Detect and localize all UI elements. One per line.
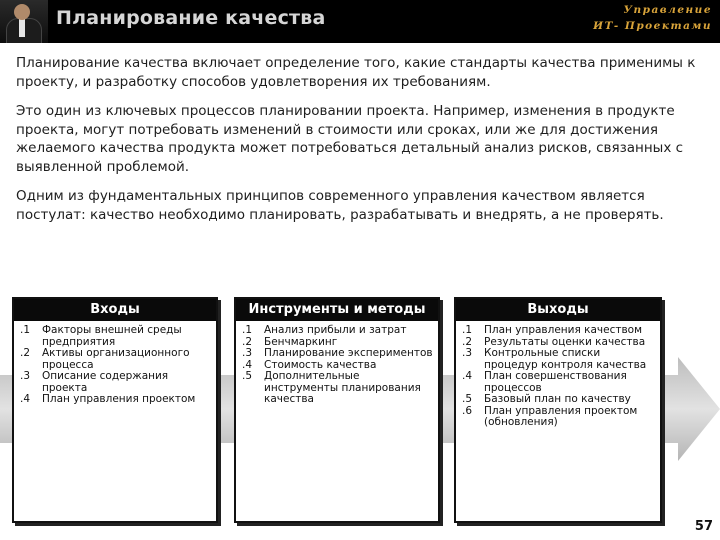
- item-number: .4: [462, 370, 473, 382]
- item-number: .1: [242, 324, 253, 336]
- item-text: План совершенствования процессов: [484, 370, 627, 394]
- item-number: .3: [242, 347, 253, 359]
- course-logo: [593, 2, 712, 34]
- item-text: Анализ прибыли и затрат: [264, 324, 407, 336]
- item-text: Базовый план по качеству: [484, 393, 631, 405]
- item-text: Факторы внешней среды предприятия: [42, 324, 182, 348]
- inputs-box: [12, 297, 218, 523]
- paragraph: Это один из ключевых процессов планировании проекта. Например, изменения в продукте проекта, могут потребовать изменений в стоимости или сроках, или же для достижения желаемого качества продукта может потребоваться детальный анализ рисков, связанных с выявленной проблемой.: [16, 103, 684, 175]
- paragraph: Одним из фундаментальных принципов современного управления качеством является постулат: качество необходимо планировать, разрабатывать и внедрять, а не проверять.: [16, 188, 664, 223]
- item-text: Бенчмаркинг: [264, 335, 338, 348]
- logo-line-1: Управление: [623, 4, 712, 16]
- body-text: [16, 54, 706, 235]
- paragraph: Планирование качества включает определение того, какие стандарты качества применимы к проекту, и разработку способов удовлетворения их требованиям.: [16, 55, 696, 90]
- item-text: Контрольные списки процедур контроля качества: [484, 347, 647, 371]
- presenter-photo: [0, 0, 48, 43]
- list-item: [20, 348, 212, 371]
- item-number: .3: [462, 347, 473, 359]
- list-item: [20, 325, 212, 348]
- item-text: Описание содержания проекта: [42, 370, 169, 394]
- item-text: Результаты оценки качества: [484, 335, 646, 348]
- list-item: [20, 394, 212, 406]
- logo-line-2: ИТ- Проектами: [593, 20, 712, 32]
- item-number: .2: [462, 335, 473, 348]
- item-number: .4: [242, 358, 253, 371]
- item-text: Дополнительные инструменты планирования качества: [264, 370, 421, 405]
- tools-box: [234, 297, 440, 523]
- item-number: .4: [20, 393, 31, 405]
- list-item: [462, 371, 656, 394]
- list-item: [20, 371, 212, 394]
- item-number: .2: [242, 335, 253, 348]
- list-item: [462, 348, 656, 371]
- item-number: .5: [462, 393, 473, 405]
- item-number: .1: [462, 324, 473, 336]
- item-number: .5: [242, 370, 253, 382]
- list-item: [462, 406, 656, 429]
- inputs-title: Входы: [14, 299, 216, 321]
- item-text: План управления качеством: [484, 324, 642, 336]
- item-text: План управления проектом: [42, 393, 196, 405]
- item-number: .1: [20, 324, 31, 336]
- tools-title: Инструменты и методы: [236, 299, 438, 321]
- item-number: .3: [20, 370, 31, 382]
- item-text: Планирование экспериментов: [264, 347, 433, 359]
- item-text: Активы организационного процесса: [42, 347, 190, 371]
- item-number: .2: [20, 347, 31, 359]
- header-bar: [0, 0, 720, 43]
- item-number: .6: [462, 404, 473, 417]
- slide-number: 57: [694, 519, 713, 534]
- list-item: [242, 371, 434, 406]
- page-title: Планирование качества: [56, 7, 326, 29]
- item-text: План управления проектом (обновления): [484, 404, 638, 428]
- outputs-box: [454, 297, 662, 523]
- item-text: Стоимость качества: [264, 358, 377, 371]
- outputs-title: Выходы: [456, 299, 660, 321]
